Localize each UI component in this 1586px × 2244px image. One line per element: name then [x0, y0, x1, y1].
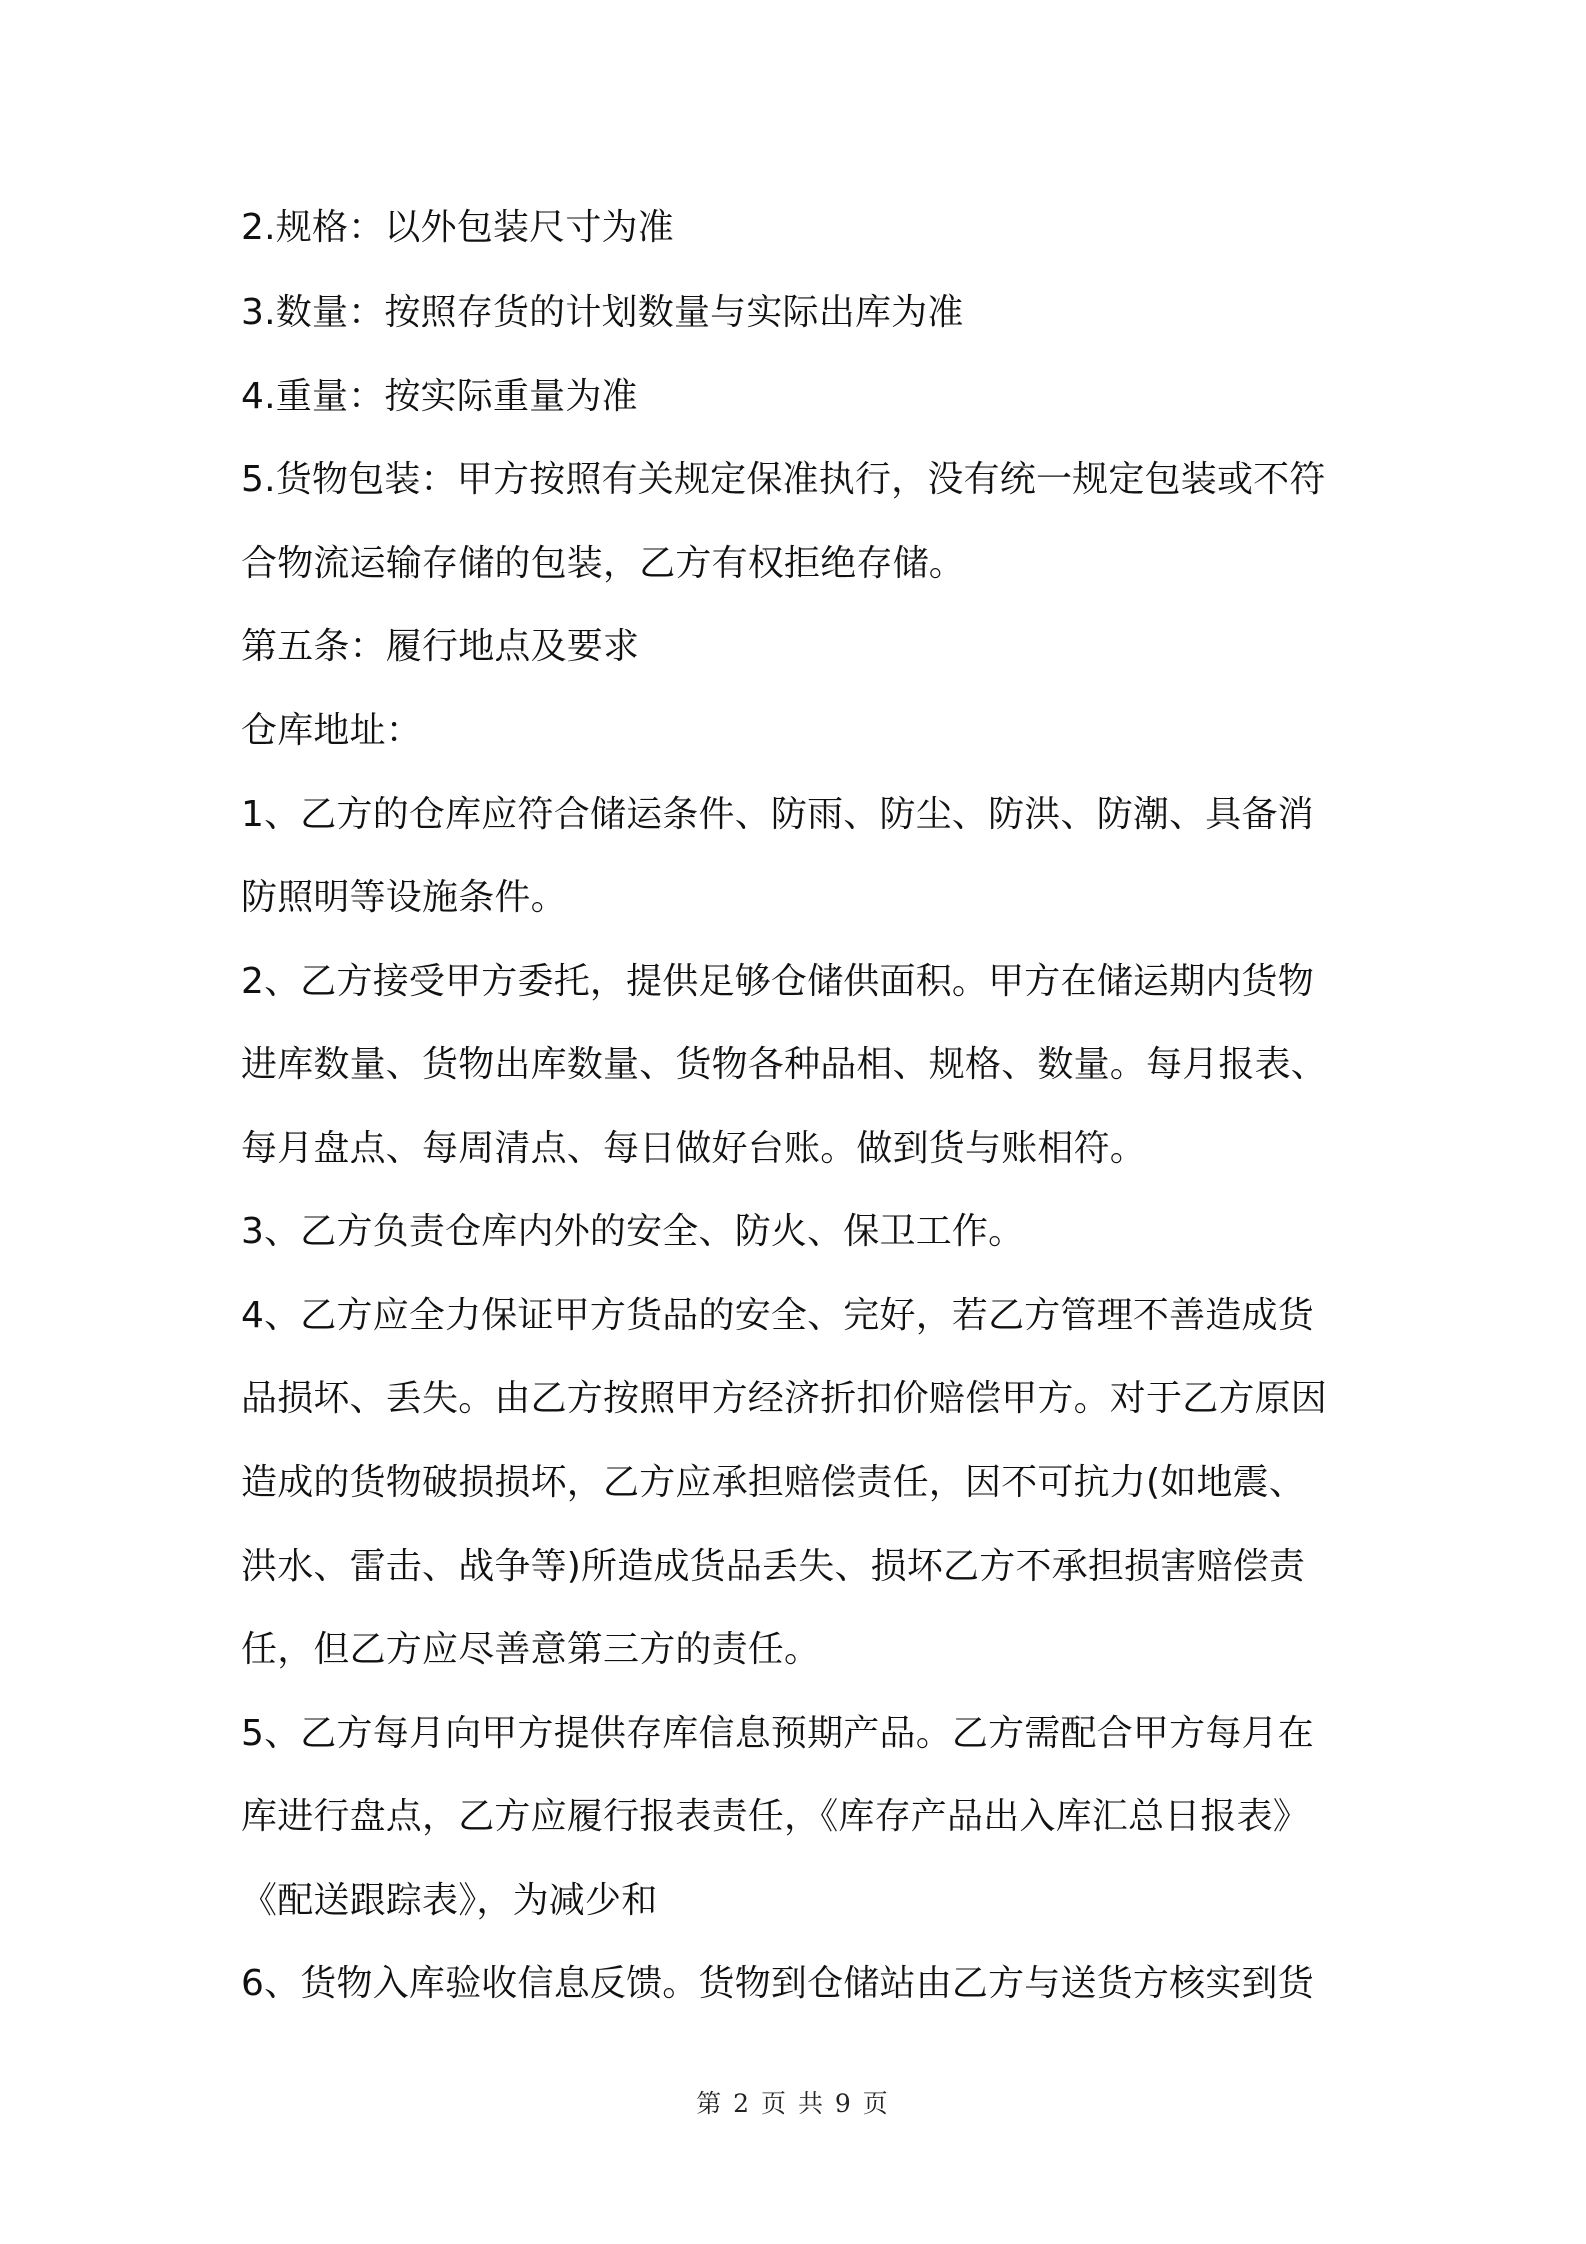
text-line-8: 1、乙方的仓库应符合储运条件、防雨、防尘、防洪、防潮、具备消	[241, 794, 1314, 835]
text-line-16: 造成的货物破损损坏，乙方应承担赔偿责任，因不可抗力(如地震、	[241, 1462, 1306, 1503]
section-heading: 第五条：履行地点及要求	[241, 626, 640, 667]
text-line-4: 5.货物包装：甲方按照有关规定保准执行，没有统一规定包装或不符	[241, 459, 1326, 500]
text-line-21: 《配送跟踪表》，为减少和	[241, 1880, 658, 1921]
text-line-9: 防照明等设施条件。	[241, 877, 567, 918]
text-line-14: 4、乙方应全力保证甲方货品的安全、完好，若乙方管理不善造成货	[241, 1295, 1314, 1336]
text-line-7: 仓库地址：	[241, 710, 423, 751]
text-line-11: 进库数量、货物出库数量、货物各种品相、规格、数量。每月报表、	[241, 1044, 1328, 1085]
text-line-19: 5、乙方每月向甲方提供存库信息预期产品。乙方需配合甲方每月在	[241, 1713, 1314, 1754]
page-number-footer: 第 2 页 共 9 页	[696, 2089, 890, 2118]
text-line-13: 3、乙方负责仓库内外的安全、防火、保卫工作。	[241, 1211, 1025, 1252]
text-line-3: 4.重量：按实际重量为准	[241, 376, 638, 417]
text-line-15: 品损坏、丢失。由乙方按照甲方经济折扣价赔偿甲方。对于乙方原因	[241, 1378, 1328, 1419]
text-line-22: 6、货物入库验收信息反馈。货物到仓储站由乙方与送货方核实到货	[241, 1963, 1314, 2004]
text-line-18: 任，但乙方应尽善意第三方的责任。	[241, 1629, 821, 1670]
text-line-17: 洪水、雷击、战争等)所造成货品丢失、损坏乙方不承担损害赔偿责	[241, 1546, 1306, 1587]
text-line-20: 库进行盘点，乙方应履行报表责任，《库存产品出入库汇总日报表》	[241, 1796, 1310, 1837]
text-line-10: 2、乙方接受甲方委托，提供足够仓储供面积。甲方在储运期内货物	[241, 961, 1314, 1002]
text-line-2: 3.数量：按照存货的计划数量与实际出库为准	[241, 292, 964, 333]
text-line-1: 2.规格：以外包装尺寸为准	[241, 207, 674, 248]
text-line-5: 合物流运输存储的包装，乙方有权拒绝存储。	[241, 543, 966, 584]
text-line-12: 每月盘点、每周清点、每日做好台账。做到货与账相符。	[241, 1128, 1147, 1169]
